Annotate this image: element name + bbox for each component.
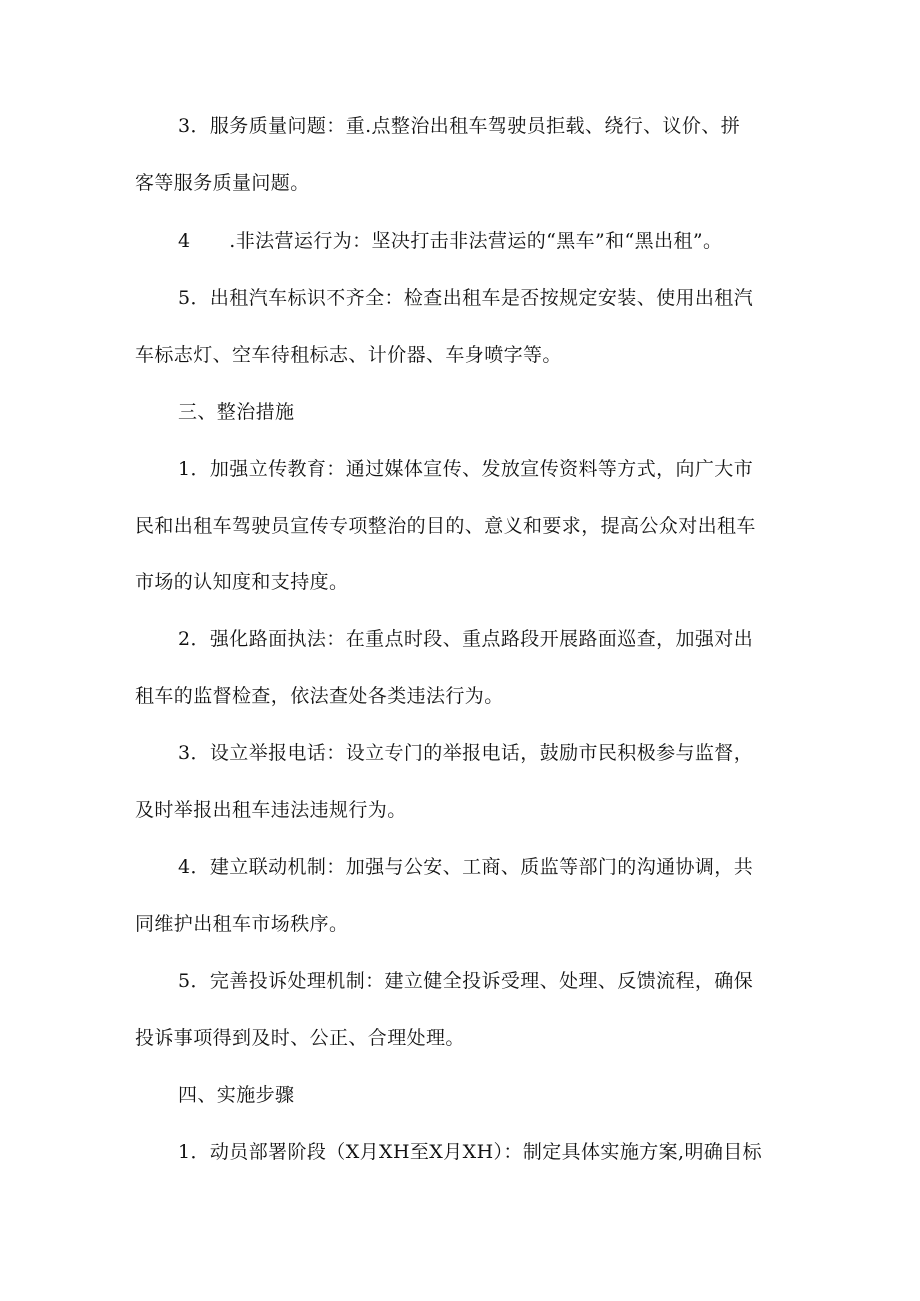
paragraph-line: 3．服务质量问题：重.点整治出租车驾驶员拒载、绕行、议价、拼 bbox=[178, 115, 741, 137]
paragraph-line: 4．建立联动机制：加强与公安、工商、质监等部门的沟通协调，共 bbox=[178, 856, 754, 878]
paragraph-line: 1．加强立传教育：通过媒体宣传、发放宣传资料等方式，向广大市 bbox=[178, 458, 754, 480]
paragraph-line: 及时举报出租车违法违规行为。 bbox=[135, 799, 407, 821]
paragraph-line: 同维护出租车市场秩序。 bbox=[135, 913, 349, 935]
paragraph-line: 租车的监督检查，依法查处各类违法行为。 bbox=[135, 685, 504, 707]
paragraph-line: 民和出租车驾驶员宣传专项整治的目的、意义和要求，提高公众对出租车 bbox=[135, 515, 756, 537]
section-heading: 四、实施步骤 bbox=[178, 1084, 295, 1106]
paragraph-line: 4 .非法营运行为：坚决打击非法营运的“黑车”和“黑出租”。 bbox=[178, 230, 723, 252]
paragraph-line: 投诉事项得到及时、公正、合理处理。 bbox=[135, 1027, 465, 1049]
paragraph-line: 车标志灯、空车待租标志、计价器、车身喷字等。 bbox=[135, 344, 562, 366]
section-heading: 三、整治措施 bbox=[178, 401, 295, 423]
paragraph-line: 5．出租汽车标识不齐全：检查出租车是否按规定安装、使用出租汽 bbox=[178, 287, 754, 309]
paragraph-line: 客等服务质量问题。 bbox=[135, 172, 310, 194]
paragraph-line: 3．设立举报电话：设立专门的举报电话，鼓励市民积极参与监督， bbox=[178, 742, 754, 764]
paragraph-line: 1．动员部署阶段（X月XH至X月XH）：制定具体实施方案,明确目标 bbox=[178, 1141, 763, 1163]
paragraph-line: 5．完善投诉处理机制：建立健全投诉受理、处理、反馈流程，确保 bbox=[178, 970, 754, 992]
paragraph-line: 市场的认知度和支持度。 bbox=[135, 571, 349, 593]
paragraph-line: 2．强化路面执法：在重点时段、重点路段开展路面巡查，加强对出 bbox=[178, 628, 754, 650]
